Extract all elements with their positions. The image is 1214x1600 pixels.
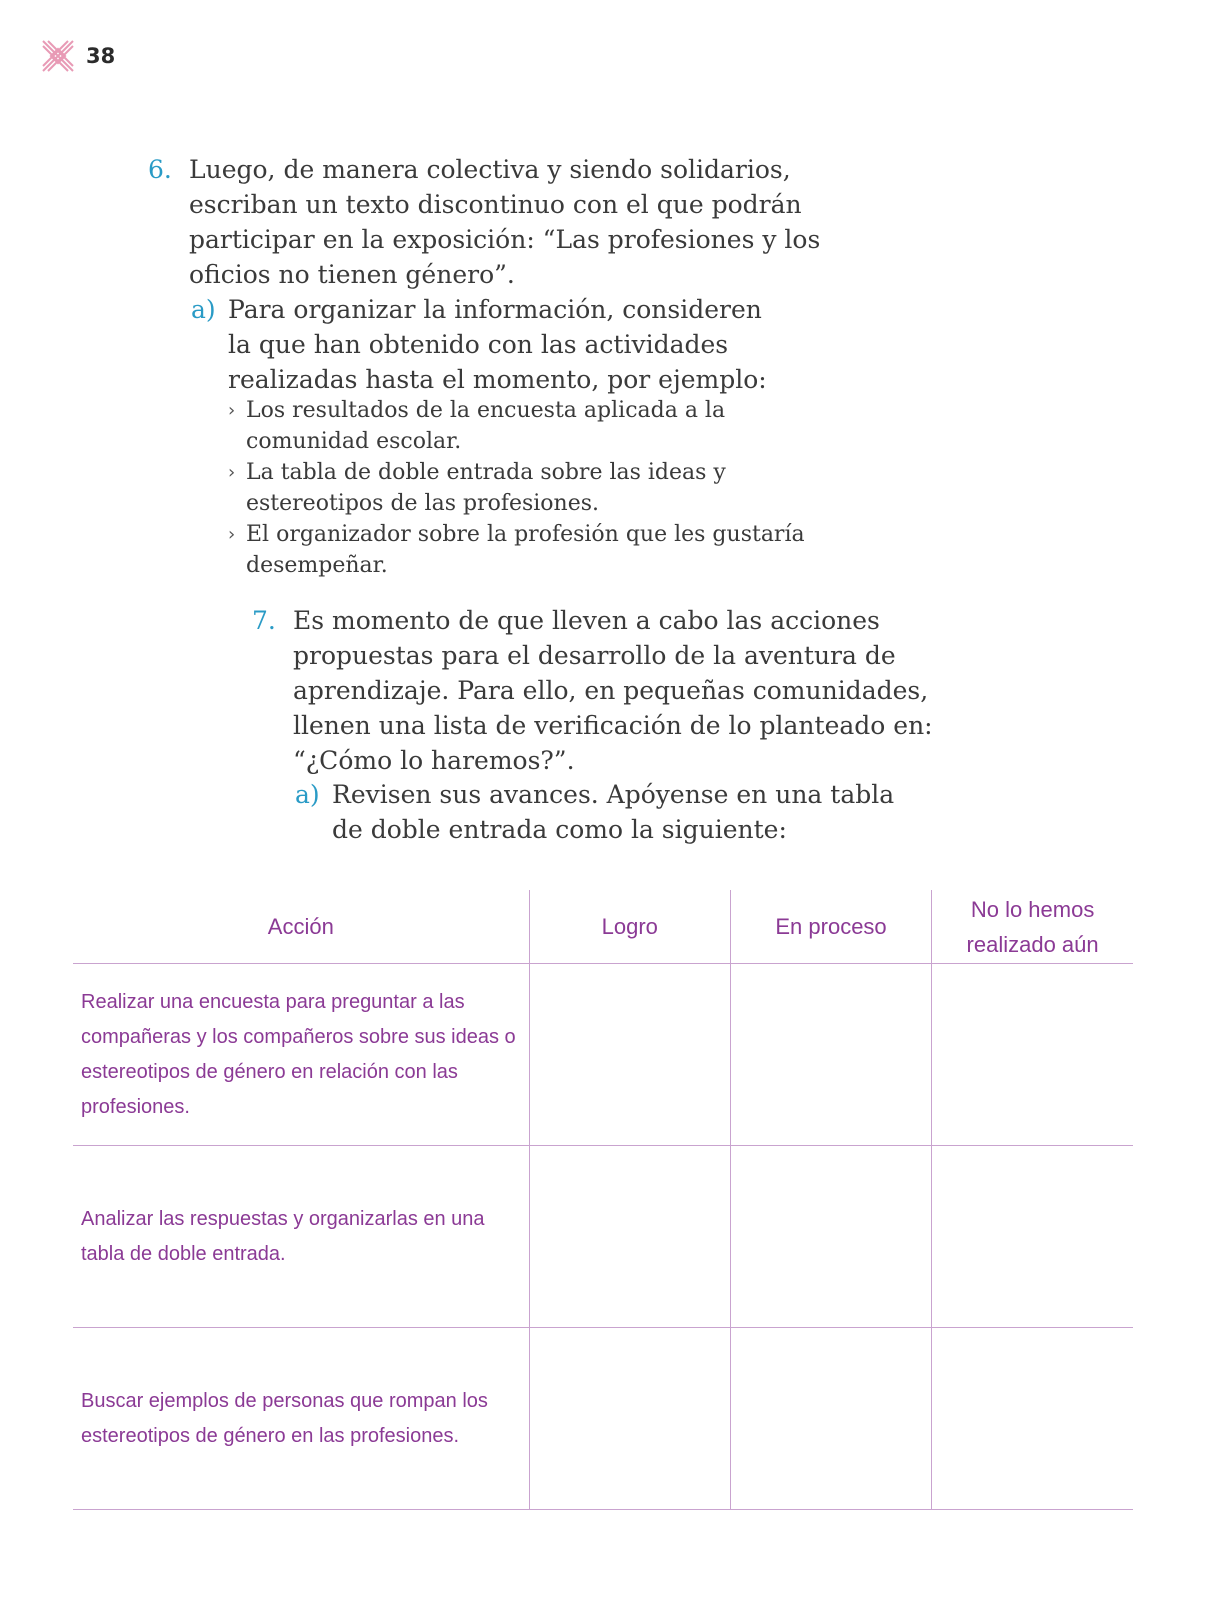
no-realizado-cell[interactable] (932, 1328, 1133, 1510)
item-line: llenen una lista de verificación de lo planteado en: (293, 711, 933, 740)
subitem-line: la que han obtenido con las actividades (228, 330, 729, 359)
subitem-letter: a) (191, 295, 216, 324)
item-number: 6. (148, 155, 172, 184)
chevron-right-icon: › (228, 462, 236, 483)
subitem-letter: a) (295, 780, 320, 809)
table-row (73, 1146, 1133, 1328)
instruction-item-7 (252, 603, 952, 778)
logro-cell[interactable] (529, 1328, 730, 1510)
bullet-line: Los resultados de la encuesta aplicada a la (246, 398, 726, 423)
decorative-x-pattern-icon (40, 38, 76, 74)
subitem-line: realizadas hasta el momento, por ejemplo: (228, 365, 767, 394)
logro-cell[interactable] (529, 964, 730, 1146)
chevron-right-icon: › (228, 400, 236, 421)
en-proceso-cell[interactable] (730, 1328, 931, 1510)
column-header-en-proceso: En proceso (730, 890, 931, 964)
instruction-item-6 (148, 152, 848, 292)
bullet-line: El organizador sobre la profesión que les gustaría (246, 522, 805, 547)
action-cell: Buscar ejemplos de personas que rompan los estereotipos de género en las profesiones. (73, 1328, 529, 1510)
action-cell: Realizar una encuesta para preguntar a las compañeras y los compañeros sobre sus ideas o estereotipos de género en relación con las profesiones. (73, 964, 529, 1146)
item-number: 7. (252, 606, 276, 635)
item-line: participar en la exposición: “Las profesiones y los (189, 225, 821, 254)
subitem-line: Revisen sus avances. Apóyense en una tabla (332, 780, 895, 809)
page-header (40, 38, 115, 74)
bullet-line: comunidad escolar. (246, 429, 462, 454)
list-item (228, 395, 848, 457)
list-item (228, 519, 848, 581)
subitem-line: de doble entrada como la siguiente: (332, 815, 787, 844)
subitem-line: Para organizar la información, consideren (228, 295, 762, 324)
table-row (73, 964, 1133, 1146)
no-realizado-cell[interactable] (932, 964, 1133, 1146)
en-proceso-cell[interactable] (730, 1146, 931, 1328)
list-item (228, 457, 848, 519)
action-cell: Analizar las respuestas y organizarlas en una tabla de doble entrada. (73, 1146, 529, 1328)
no-realizado-cell[interactable] (932, 1146, 1133, 1328)
page-number: 38 (86, 44, 116, 68)
bullet-line: estereotipos de las profesiones. (246, 491, 600, 516)
logro-cell[interactable] (529, 1146, 730, 1328)
progress-checklist-table (73, 890, 1133, 1510)
column-header-no-realizado: No lo hemos realizado aún (932, 890, 1133, 964)
item-line: Es momento de que lleven a cabo las acciones (293, 606, 880, 635)
table-row (73, 1328, 1133, 1510)
item-line: oficios no tienen género”. (189, 260, 515, 289)
item-line: aprendizaje. Para ello, en pequeñas comunidades, (293, 676, 929, 705)
item-line: Luego, de manera colectiva y siendo solidarios, (189, 155, 791, 184)
column-header-accion: Acción (73, 890, 529, 964)
bullet-line: La tabla de doble entrada sobre las ideas y (246, 460, 726, 485)
item-6-subitem-a (191, 292, 811, 397)
bullet-line: desempeñar. (246, 553, 388, 578)
chevron-right-icon: › (228, 524, 236, 545)
column-header-logro: Logro (529, 890, 730, 964)
item-line: escriban un texto discontinuo con el que podrán (189, 190, 802, 219)
en-proceso-cell[interactable] (730, 964, 931, 1146)
table-header-row (73, 890, 1133, 964)
item-7-subitem-a (295, 777, 915, 847)
bullet-list (228, 395, 848, 581)
item-line: “¿Cómo lo haremos?”. (293, 746, 575, 775)
item-line: propuestas para el desarrollo de la aventura de (293, 641, 896, 670)
